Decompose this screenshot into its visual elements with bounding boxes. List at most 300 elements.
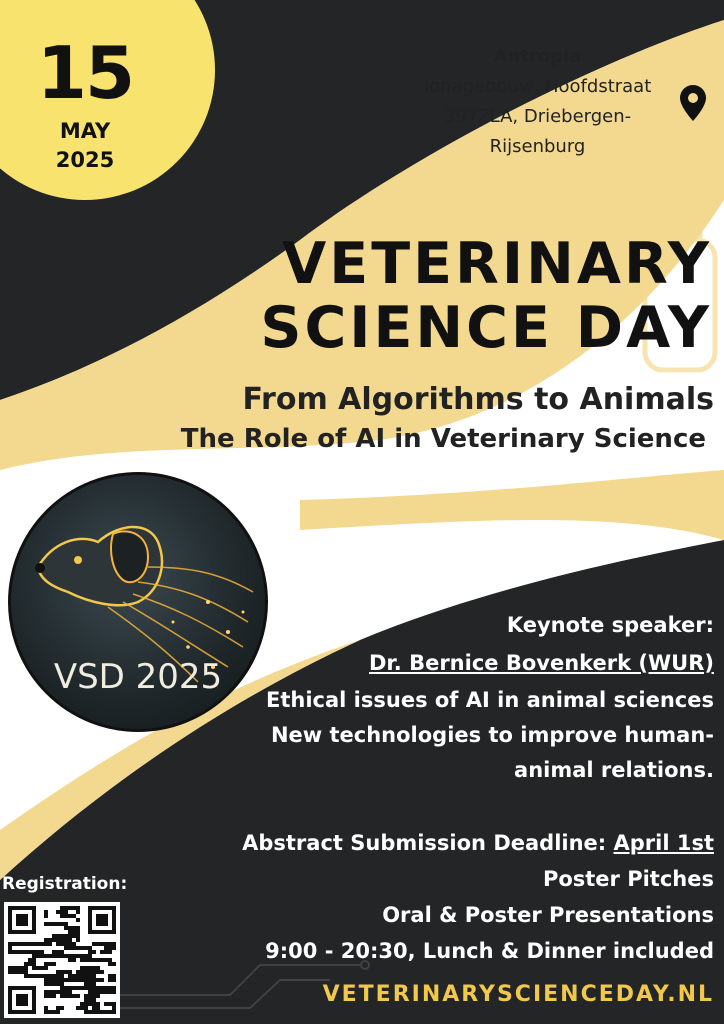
qr-module <box>96 918 100 922</box>
qr-module <box>112 986 116 990</box>
qr-module <box>8 990 12 994</box>
qr-module <box>20 906 24 910</box>
qr-module <box>32 986 36 990</box>
qr-module <box>112 930 116 934</box>
qr-module <box>12 930 16 934</box>
qr-module <box>112 942 116 946</box>
qr-module <box>64 954 68 958</box>
qr-module <box>104 950 108 954</box>
qr-module <box>32 974 36 978</box>
qr-module <box>96 986 100 990</box>
venue-block <box>400 42 675 162</box>
qr-module <box>56 942 60 946</box>
qr-module <box>76 974 80 978</box>
qr-module <box>92 950 96 954</box>
qr-module <box>80 946 84 950</box>
qr-module <box>52 994 56 998</box>
qr-module <box>68 994 72 998</box>
qr-module <box>20 986 24 990</box>
qr-module <box>72 914 76 918</box>
keynote-label: Keynote speaker: <box>506 613 714 637</box>
qr-module <box>16 998 20 1002</box>
qr-module <box>68 974 72 978</box>
qr-module <box>88 914 92 918</box>
qr-module <box>32 966 36 970</box>
qr-module <box>28 974 32 978</box>
qr-module <box>80 986 84 990</box>
qr-module <box>96 1010 100 1014</box>
qr-module <box>60 934 64 938</box>
cream-wave <box>300 470 724 540</box>
qr-module <box>28 950 32 954</box>
qr-module <box>96 1006 100 1010</box>
qr-module <box>96 966 100 970</box>
qr-module <box>28 942 32 946</box>
qr-module <box>104 946 108 950</box>
deadline-label: Abstract Submission Deadline: <box>242 831 614 855</box>
qr-module <box>72 930 76 934</box>
qr-module <box>88 1010 92 1014</box>
qr-module <box>92 998 96 1002</box>
qr-module <box>104 986 108 990</box>
qr-module <box>24 986 28 990</box>
qr-module <box>16 970 20 974</box>
qr-module <box>92 974 96 978</box>
qr-module <box>96 994 100 998</box>
qr-module <box>100 930 104 934</box>
qr-module <box>64 978 68 982</box>
qr-module <box>100 970 104 974</box>
qr-module <box>68 914 72 918</box>
qr-module <box>24 970 28 974</box>
keynote-topic2: New technologies to improve human- <box>270 723 714 747</box>
qr-module <box>32 954 36 958</box>
keynote-speaker[interactable]: Dr. Bernice Bovenkerk (WUR) <box>368 651 714 675</box>
qr-module <box>112 914 116 918</box>
qr-module <box>60 954 64 958</box>
qr-module <box>16 930 20 934</box>
qr-module <box>12 950 16 954</box>
qr-module <box>52 938 56 942</box>
qr-module <box>92 1006 96 1010</box>
qr-module <box>28 962 32 966</box>
qr-module <box>88 974 92 978</box>
qr-module <box>64 926 68 930</box>
presentations: Oral & Poster Presentations <box>382 903 714 927</box>
qr-module <box>84 1006 88 1010</box>
qr-module <box>72 954 76 958</box>
deadline-row <box>154 826 714 861</box>
qr-module <box>112 962 116 966</box>
qr-module <box>72 946 76 950</box>
qr-module <box>108 946 112 950</box>
event-month: MAY <box>59 119 111 143</box>
qr-module <box>72 994 76 998</box>
qr-module <box>96 922 100 926</box>
qr-module <box>20 966 24 970</box>
event-day: 15 <box>36 31 134 115</box>
qr-module <box>8 986 12 990</box>
qr-module <box>16 914 20 918</box>
qr-module <box>20 1002 24 1006</box>
qr-module <box>60 978 64 982</box>
qr-module <box>16 1010 20 1014</box>
qr-module <box>92 978 96 982</box>
venue-address-line1: Ionagebouw, Hoofdstraat <box>423 76 652 97</box>
qr-module <box>8 1010 12 1014</box>
qr-module <box>76 926 80 930</box>
qr-module <box>32 918 36 922</box>
qr-module <box>16 942 20 946</box>
qr-module <box>108 958 112 962</box>
qr-module <box>68 926 72 930</box>
qr-module <box>16 906 20 910</box>
qr-module <box>32 1010 36 1014</box>
qr-module <box>80 974 84 978</box>
qr-module <box>16 950 20 954</box>
qr-module <box>112 946 116 950</box>
qr-module <box>72 906 76 910</box>
qr-module <box>48 978 52 982</box>
qr-module <box>104 958 108 962</box>
qr-module <box>60 982 64 986</box>
qr-module <box>100 958 104 962</box>
qr-module <box>68 938 72 942</box>
qr-module <box>52 954 56 958</box>
qr-module <box>84 958 88 962</box>
qr-module <box>88 994 92 998</box>
qr-module <box>24 994 28 998</box>
qr-module <box>52 962 56 966</box>
qr-module <box>28 1010 32 1014</box>
deadline-date: April 1st <box>613 831 714 855</box>
qr-module <box>72 942 76 946</box>
qr-module <box>44 938 48 942</box>
qr-module <box>52 982 56 986</box>
qr-module <box>24 974 28 978</box>
qr-module <box>36 942 40 946</box>
qr-module <box>8 1002 12 1006</box>
qr-module <box>96 958 100 962</box>
qr-module <box>56 950 60 954</box>
qr-module <box>76 918 80 922</box>
qr-module <box>60 914 64 918</box>
qr-module <box>68 986 72 990</box>
qr-module <box>52 950 56 954</box>
qr-module <box>84 970 88 974</box>
qr-module <box>96 990 100 994</box>
qr-module <box>32 930 36 934</box>
qr-module <box>92 1002 96 1006</box>
qr-module <box>24 966 28 970</box>
event-tagline: The Role of AI in Veterinary Science <box>180 424 706 454</box>
qr-module <box>72 926 76 930</box>
qr-module <box>8 914 12 918</box>
event-title-line2: SCIENCE DAY <box>260 295 712 361</box>
qr-module <box>112 1002 116 1006</box>
qr-module <box>52 922 56 926</box>
qr-module <box>72 958 76 962</box>
keynote-topic1: Ethical issues of AI in animal sciences <box>266 688 714 712</box>
qr-module <box>104 930 108 934</box>
qr-module <box>8 998 12 1002</box>
qr-module <box>20 998 24 1002</box>
qr-module <box>88 910 92 914</box>
qr-module <box>44 990 48 994</box>
qr-module <box>28 906 32 910</box>
qr-module <box>88 998 92 1002</box>
qr-module <box>48 962 52 966</box>
qr-module <box>32 914 36 918</box>
qr-module <box>72 934 76 938</box>
qr-module <box>80 978 84 982</box>
qr-module <box>68 942 72 946</box>
qr-module <box>108 950 112 954</box>
qr-module <box>92 958 96 962</box>
qr-module <box>32 942 36 946</box>
qr-module <box>44 966 48 970</box>
qr-module <box>8 906 12 910</box>
qr-module <box>76 906 80 910</box>
qr-module <box>108 990 112 994</box>
qr-module <box>44 922 48 926</box>
qr-module <box>8 994 12 998</box>
qr-module <box>104 1010 108 1014</box>
qr-module <box>56 910 60 914</box>
qr-module <box>108 1002 112 1006</box>
qr-module <box>24 1002 28 1006</box>
qr-module <box>104 906 108 910</box>
qr-module <box>20 970 24 974</box>
qr-module <box>88 966 92 970</box>
qr-module <box>44 910 48 914</box>
qr-module <box>84 966 88 970</box>
qr-module <box>100 922 104 926</box>
qr-module <box>96 906 100 910</box>
qr-module <box>60 970 64 974</box>
qr-module <box>48 994 52 998</box>
qr-module <box>88 978 92 982</box>
qr-module <box>60 942 64 946</box>
qr-module <box>88 950 92 954</box>
qr-module <box>16 1002 20 1006</box>
qr-module <box>76 938 80 942</box>
qr-module <box>24 942 28 946</box>
qr-module <box>64 914 68 918</box>
qr-module <box>64 970 68 974</box>
qr-module <box>84 982 88 986</box>
vsd-logo <box>8 472 268 732</box>
qr-module <box>56 934 60 938</box>
qr-module <box>108 1010 112 1014</box>
qr-module <box>76 954 80 958</box>
qr-module <box>28 958 32 962</box>
qr-module <box>48 990 52 994</box>
qr-module <box>96 1002 100 1006</box>
qr-module <box>92 930 96 934</box>
qr-module <box>88 930 92 934</box>
qr-module <box>112 974 116 978</box>
qr-module <box>16 986 20 990</box>
qr-module <box>60 986 64 990</box>
qr-module <box>88 922 92 926</box>
poster-pitches: Poster Pitches <box>542 867 714 891</box>
qr-module <box>112 978 116 982</box>
qr-module <box>8 926 12 930</box>
qr-module <box>80 958 84 962</box>
qr-module <box>112 906 116 910</box>
qr-module <box>76 986 80 990</box>
qr-module <box>84 1010 88 1014</box>
venue-address-line2: 3972LA, Driebergen- <box>443 106 632 127</box>
qr-module <box>36 974 40 978</box>
qr-module <box>88 906 92 910</box>
qr-module <box>32 906 36 910</box>
qr-module <box>20 994 24 998</box>
qr-module <box>52 934 56 938</box>
qr-module <box>88 958 92 962</box>
qr-module <box>56 922 60 926</box>
event-title <box>92 232 712 360</box>
qr-module <box>44 954 48 958</box>
qr-module <box>64 922 68 926</box>
qr-module <box>32 926 36 930</box>
qr-module <box>36 954 40 958</box>
qr-module <box>76 934 80 938</box>
qr-module <box>20 914 24 918</box>
qr-module <box>112 918 116 922</box>
qr-module <box>48 942 52 946</box>
qr-module <box>64 938 68 942</box>
qr-module <box>100 978 104 982</box>
qr-module <box>108 906 112 910</box>
qr-module <box>32 950 36 954</box>
qr-module <box>80 970 84 974</box>
qr-module <box>32 998 36 1002</box>
qr-module <box>60 990 64 994</box>
qr-module <box>108 986 112 990</box>
qr-module <box>32 990 36 994</box>
qr-module <box>60 906 64 910</box>
qr-module <box>96 930 100 934</box>
qr-module <box>92 986 96 990</box>
qr-module <box>100 950 104 954</box>
qr-module <box>64 942 68 946</box>
qr-module <box>40 966 44 970</box>
qr-module <box>8 966 12 970</box>
qr-module <box>40 974 44 978</box>
qr-module <box>64 934 68 938</box>
qr-module <box>36 950 40 954</box>
qr-module <box>68 930 72 934</box>
qr-module <box>84 994 88 998</box>
qr-module <box>92 990 96 994</box>
qr-module <box>12 1010 16 1014</box>
qr-module <box>88 970 92 974</box>
qr-module <box>44 994 48 998</box>
qr-module <box>100 906 104 910</box>
event-year: 2025 <box>55 148 115 172</box>
qr-module <box>48 922 52 926</box>
qr-module <box>60 1006 64 1010</box>
qr-module <box>92 970 96 974</box>
qr-module <box>112 926 116 930</box>
qr-module <box>60 922 64 926</box>
qr-module <box>112 1010 116 1014</box>
qr-module <box>60 974 64 978</box>
qr-module <box>76 970 80 974</box>
qr-module <box>20 950 24 954</box>
qr-module <box>32 958 36 962</box>
qr-module <box>84 1002 88 1006</box>
location-pin-icon <box>680 85 706 121</box>
qr-module <box>28 930 32 934</box>
qr-module <box>40 942 44 946</box>
qr-module <box>88 918 92 922</box>
qr-module <box>104 1002 108 1006</box>
qr-module <box>84 954 88 958</box>
qr-module <box>48 954 52 958</box>
qr-module <box>12 986 16 990</box>
qr-module <box>108 942 112 946</box>
qr-module <box>44 978 48 982</box>
keynote-topic3: animal relations. <box>514 758 714 782</box>
qr-module <box>68 934 72 938</box>
qr-module <box>56 954 60 958</box>
qr-module <box>96 970 100 974</box>
qr-module <box>100 918 104 922</box>
qr-module <box>108 930 112 934</box>
qr-module <box>88 926 92 930</box>
website-link[interactable]: VETERINARYSCIENCEDAY.NL <box>322 982 714 1007</box>
event-title-line1: VETERINARY <box>282 231 712 297</box>
qr-module <box>44 974 48 978</box>
qr-module <box>112 922 116 926</box>
qr-module <box>12 906 16 910</box>
qr-module <box>8 1006 12 1010</box>
qr-module <box>8 970 12 974</box>
registration-qr-code[interactable] <box>4 902 120 1018</box>
qr-module <box>24 906 28 910</box>
qr-module <box>60 994 64 998</box>
qr-module <box>24 950 28 954</box>
qr-module <box>60 938 64 942</box>
qr-module <box>108 978 112 982</box>
qr-module <box>24 922 28 926</box>
qr-module <box>84 946 88 950</box>
registration-label: Registration: <box>2 874 128 894</box>
qr-module <box>64 906 68 910</box>
qr-module <box>100 1010 104 1014</box>
qr-module <box>56 990 60 994</box>
qr-module <box>76 910 80 914</box>
qr-module <box>24 930 28 934</box>
qr-module <box>20 918 24 922</box>
qr-module <box>92 942 96 946</box>
qr-module <box>8 950 12 954</box>
qr-module <box>88 986 92 990</box>
qr-module <box>68 954 72 958</box>
qr-module <box>52 1010 56 1014</box>
qr-module <box>104 922 108 926</box>
qr-module <box>24 1010 28 1014</box>
qr-module <box>60 910 64 914</box>
qr-module <box>56 1010 60 1014</box>
qr-module <box>68 970 72 974</box>
qr-module <box>80 1006 84 1010</box>
qr-module <box>20 942 24 946</box>
qr-module <box>76 978 80 982</box>
